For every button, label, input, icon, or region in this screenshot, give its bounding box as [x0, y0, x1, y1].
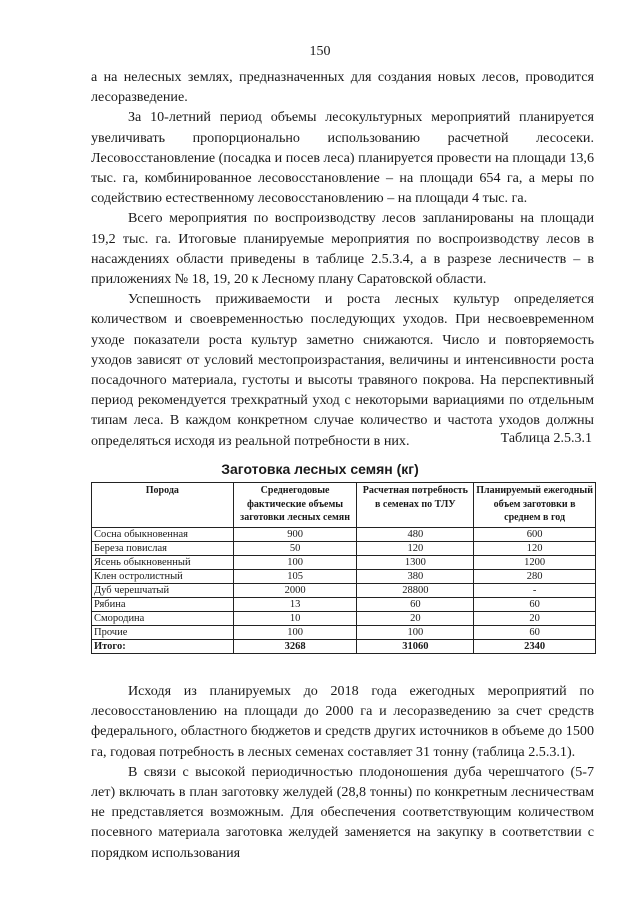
- cell-planned: 280: [474, 569, 596, 583]
- header-species: Порода: [92, 483, 234, 528]
- table-row: [92, 541, 596, 555]
- table-row: [92, 611, 596, 625]
- cell-total-planned: 2340: [474, 639, 596, 653]
- cell-planned: 120: [474, 541, 596, 555]
- paragraph: В связи с высокой периодичностью плодоношения дуба черешчатого (5-7 лет) включать в план заготовку желудей (28,8 тонны) по конкретным лесничествам не представляется возможным. Для обеспечения соответствующим количеством посевного материала заготовка желудей заменяется на закупку в соответствии с порядком использования: [91, 763, 594, 861]
- table-total-row: [92, 639, 596, 653]
- cell-planned: 60: [474, 625, 596, 639]
- cell-actual: 50: [233, 541, 357, 555]
- cell-species: Сосна обыкновенная: [92, 527, 234, 541]
- cell-planned: 600: [474, 527, 596, 541]
- table-row: [92, 569, 596, 583]
- cell-total-label: Итого:: [92, 639, 234, 653]
- header-actual-volume: Среднегодовые фактические объемы заготовки лесных семян: [233, 483, 357, 528]
- cell-actual: 105: [233, 569, 357, 583]
- cell-planned: 60: [474, 597, 596, 611]
- header-required: Расчетная потребность в семенах по ТЛУ: [357, 483, 474, 528]
- paragraph: а на нелесных землях, предназначенных для создания новых лесов, проводится лесоразведение.: [91, 69, 594, 106]
- cell-actual: 2000: [233, 583, 357, 597]
- paragraph: Исходя из планируемых до 2018 года ежегодных мероприятий по лесовосстановлению на площади до 2000 га и лесоразведению за счет средств федерального, областного бюджетов и средств других источников в объеме до 1500 га, годовая потребность в лесных семенах составляет 31 тонну (таблица 2.5.3.1).: [91, 683, 594, 760]
- cell-actual: 100: [233, 555, 357, 569]
- cell-planned: 20: [474, 611, 596, 625]
- table-row: [92, 527, 596, 541]
- paragraph: За 10-летний период объемы лесокультурных мероприятий планируется увеличивать пропорционально использованию расчетной лесосеки. Лесовосстановление (посадка и посев леса) планируется провести на площади 13,6 тыс. га, комбинированное лесовосстановление – на площади 654 га, а меры по содействию естественному лесовосстановлению – на площади 4 тыс. га.: [91, 109, 594, 207]
- cell-actual: 900: [233, 527, 357, 541]
- text-block-top: [91, 67, 594, 451]
- table-row: [92, 583, 596, 597]
- paragraph: Всего мероприятия по воспроизводству лесов запланированы на площади 19,2 тыс. га. Итоговые планируемые мероприятия по воспроизводству лесов в насаждениях области приведены в таблице 2.5.3.4, а в разрезе лесничеств – в приложениях № 18, 19, 20 к Лесному плану Саратовской области.: [91, 210, 594, 288]
- cell-actual: 100: [233, 625, 357, 639]
- cell-species: Дуб черешчатый: [92, 583, 234, 597]
- table-header-row: [92, 483, 596, 528]
- cell-planned: -: [474, 583, 596, 597]
- cell-species: Клен остролистный: [92, 569, 234, 583]
- cell-total-actual: 3268: [233, 639, 357, 653]
- table-row: [92, 555, 596, 569]
- table-row: [92, 597, 596, 611]
- seed-harvest-table: [91, 482, 596, 654]
- table-caption: Таблица 2.5.3.1: [500, 431, 592, 446]
- cell-actual: 10: [233, 611, 357, 625]
- cell-species: Смородина: [92, 611, 234, 625]
- cell-actual: 13: [233, 597, 357, 611]
- cell-species: Рябина: [92, 597, 234, 611]
- cell-total-required: 31060: [357, 639, 474, 653]
- cell-species: Ясень обыкновенный: [92, 555, 234, 569]
- cell-species: Прочие: [92, 625, 234, 639]
- cell-species: Береза повислая: [92, 541, 234, 555]
- cell-required: 480: [357, 527, 474, 541]
- text-block-bottom: [91, 681, 594, 863]
- header-planned: Планируемый ежегодный объем заготовки в среднем в год: [474, 483, 596, 528]
- cell-required: 100: [357, 625, 474, 639]
- cell-planned: 1200: [474, 555, 596, 569]
- table-title: Заготовка лесных семян (кг): [221, 461, 419, 477]
- paragraph: Успешность приживаемости и роста лесных культур определяется количеством и своевременностью последующих уходов. При несвоевременном уходе показатели роста культур заметно снижаются. Число и повторяемость уходов зависят от условий местопроизрастания, величины и интенсивности роста посадочного материала, густоты и высоты травяного покрова. На перспективный период рекомендуется трехкратный уход с некоторыми вариациями по отдельным типам леса. В каждом конкретном случае количество и частота уходов должны определяться исходя из реальной потребности в них.: [91, 291, 594, 449]
- cell-required: 120: [357, 541, 474, 555]
- cell-required: 1300: [357, 555, 474, 569]
- cell-required: 60: [357, 597, 474, 611]
- page-number: 150: [309, 44, 331, 59]
- cell-required: 20: [357, 611, 474, 625]
- table-row: [92, 625, 596, 639]
- cell-required: 380: [357, 569, 474, 583]
- cell-required: 28800: [357, 583, 474, 597]
